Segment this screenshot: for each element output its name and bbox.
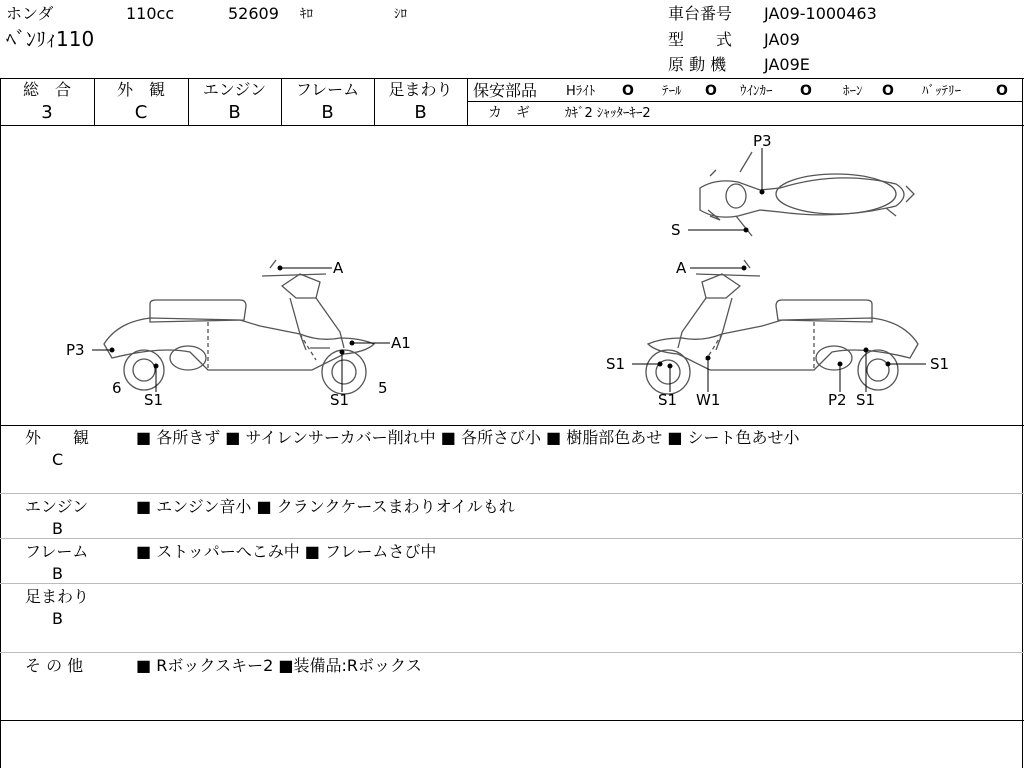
key-value: ｶｷﾞ2 ｼｬｯﾀｰｷｰ2 <box>565 106 651 121</box>
frame-no-label: 車台番号 <box>668 4 733 23</box>
label-left-s1b: S1 <box>330 391 350 409</box>
total-label: 総 合 <box>22 80 71 99</box>
mileage-unit: ｷﾛ <box>300 7 313 22</box>
note-engine-label: エンジン <box>25 497 89 516</box>
divider <box>0 78 1024 79</box>
label-right-s1d: S1 <box>930 355 950 373</box>
label-top-s: S <box>671 221 681 239</box>
divider <box>0 493 1024 494</box>
label-top-p3: P3 <box>753 132 772 150</box>
frame-grade: B <box>321 102 334 123</box>
label-right-s1a: S1 <box>606 355 626 373</box>
safety-mark-winker: O <box>800 83 812 99</box>
frame-label: フレーム <box>295 80 360 99</box>
label-right-p2: P2 <box>828 391 847 409</box>
safety-item-headlight: Hﾗｲﾄ <box>566 84 596 99</box>
label-right-s1c: S1 <box>856 391 876 409</box>
exterior-grade: C <box>134 102 148 123</box>
color: ｼﾛ <box>394 7 407 22</box>
note-engine-text: ■ エンジン音小 ■ クランクケースまわりオイルもれ <box>136 497 515 516</box>
note-exterior-label: 外 観 <box>25 428 90 447</box>
scooter-diagram <box>0 126 1022 424</box>
mileage: 52609 <box>228 4 279 23</box>
scooter-top-view <box>700 152 914 236</box>
scooter-right-view <box>646 260 918 394</box>
safety-item-winker: ｳｲﾝｶｰ <box>740 84 773 99</box>
safety-item-tail: ﾃｰﾙ <box>662 84 682 99</box>
note-engine-grade: B <box>52 519 63 538</box>
divider <box>0 720 1024 721</box>
frame-no: JA09-1000463 <box>764 4 877 23</box>
note-frame-text: ■ ストッパーへこみ中 ■ フレームさび中 <box>136 542 437 561</box>
exterior-label: 外 観 <box>116 80 165 99</box>
key-label: カ ギ <box>488 105 530 121</box>
model-name: ﾍﾞﾝﾘｨ110 <box>6 27 95 51</box>
type-label: 型 式 <box>668 30 733 49</box>
label-left-s1a: S1 <box>144 391 164 409</box>
suspension-grade: B <box>414 102 427 123</box>
label-left-5: 5 <box>378 379 388 397</box>
note-suspension-label: 足まわり <box>25 587 90 606</box>
divider <box>0 425 1024 426</box>
scooter-left-view <box>104 260 374 394</box>
label-left-p3: P3 <box>66 341 85 359</box>
note-other-label: そ の 他 <box>25 656 84 675</box>
total-grade: 3 <box>41 102 53 123</box>
safety-mark-battery: O <box>996 83 1008 99</box>
safety-mark-tail: O <box>705 83 717 99</box>
divider <box>467 101 1022 102</box>
suspension-label: 足まわり <box>388 80 453 99</box>
damage-markers <box>92 148 926 392</box>
safety-mark-headlight: O <box>622 83 634 99</box>
safety-label: 保安部品 <box>473 81 538 100</box>
note-frame-label: フレーム <box>25 542 89 561</box>
engine-label: 原 動 機 <box>668 55 727 74</box>
note-exterior-text: ■ 各所きず ■ サイレンサーカバー削れ中 ■ 各所さび小 ■ 樹脂部色あせ ■ シート色あせ小 <box>136 428 800 447</box>
note-frame-grade: B <box>52 564 63 583</box>
label-left-a1: A1 <box>391 334 411 352</box>
label-right-s1b: S1 <box>658 391 678 409</box>
note-suspension-grade: B <box>52 609 63 628</box>
safety-item-battery: ﾊﾞｯﾃﾘｰ <box>922 84 961 99</box>
maker: ホンダ <box>6 4 54 23</box>
type-value: JA09 <box>764 30 800 49</box>
engine-value: JA09E <box>764 55 810 74</box>
engine-grade: B <box>228 102 241 123</box>
label-left-6: 6 <box>112 379 122 397</box>
label-right-a: A <box>676 259 687 277</box>
divider <box>0 652 1024 653</box>
divider <box>0 538 1024 539</box>
engine-label: エンジン <box>202 80 267 99</box>
safety-item-horn: ﾎｰﾝ <box>843 84 863 99</box>
divider <box>0 583 1024 584</box>
displacement: 110cc <box>126 4 175 23</box>
safety-mark-horn: O <box>882 83 894 99</box>
label-right-w1: W1 <box>696 391 721 409</box>
label-left-a: A <box>333 259 344 277</box>
note-other-text: ■ Rボックスキー2 ■装備品:Rボックス <box>136 656 422 675</box>
border-right <box>1022 78 1023 768</box>
note-exterior-grade: C <box>52 450 64 469</box>
